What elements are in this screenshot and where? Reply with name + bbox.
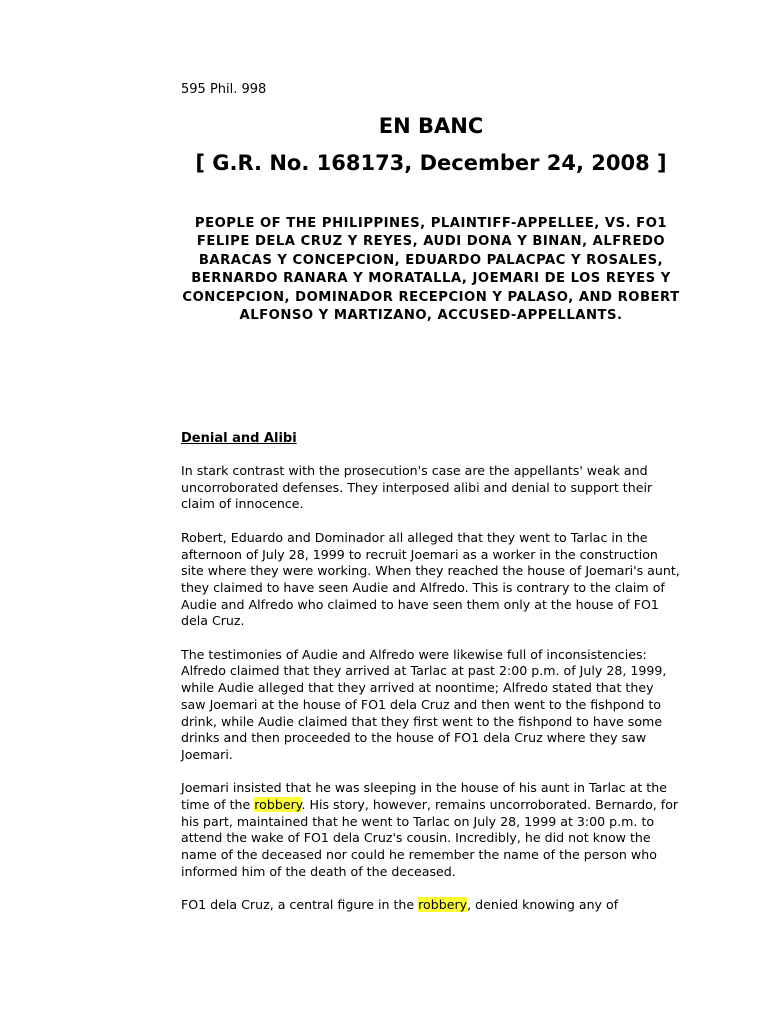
paragraph-text: FO1 dela Cruz, a central figure in the [181, 897, 419, 913]
paragraph [181, 780, 681, 880]
case-number: [ G.R. No. 168173, December 24, 2008 ] [195, 151, 667, 175]
search-highlight: robbery [254, 797, 302, 813]
paragraph: In stark contrast with the prosecution's case are the appellants' weak and uncorroborated defenses. They interposed alibi and denial to support their claim of innocence. [181, 463, 653, 512]
section-heading: Denial and Alibi [181, 431, 297, 446]
court-heading: EN BANC [378, 114, 484, 138]
citation: 595 Phil. 998 [181, 82, 267, 97]
paragraph: Robert, Eduardo and Dominador all alleged that they went to Tarlac in the afternoon of July 28, 1999 to recruit Joemari as a worker in the construction site where they were working. When they reached the house of Joemari's aunt, they claimed to have seen Audie and Alfredo. This is contrary to the claim of Audie and Alfredo who claimed to have seen them only at the house of FO1 dela Cruz. [181, 529, 680, 629]
paragraph-text: . His story, however, remains uncorroborated. Bernardo, for his part, maintained that he went to Tarlac on July 28, 1999 at 3:00 p.m. to attend the wake of FO1 dela Cruz's cousin. Incredibly, he did not know the name of the deceased nor could he remember the name of the person who informed him of the death of the deceased. [181, 797, 679, 879]
search-highlight: robbery [418, 897, 468, 913]
body-text [181, 463, 681, 931]
case-parties: PEOPLE OF THE PHILIPPINES, PLAINTIFF-APPELLEE, VS. FO1 FELIPE DELA CRUZ Y REYES, AUDI DONA Y BINAN, ALFREDO BARACAS Y CONCEPCION, EDUARDO PALACPAC Y ROSALES, BERNARDO RANARA Y MORATALLA, JOEMARI DE LOS REYES Y CONCEPCION, DOMINADOR RECEPCION Y PALASO, AND ROBERT ALFONSO Y MARTIZANO, ACCUSED-APPELLANTS. [182, 216, 680, 324]
paragraph-text: , denied knowing any of [467, 897, 619, 913]
paragraph-text: Joemari insisted that he was sleeping in the house of his aunt in Tarlac at the time of the [181, 780, 667, 813]
paragraph: The testimonies of Audie and Alfredo were likewise full of inconsistencies: Alfredo claimed that they arrived at Tarlac at past 2:00 p.m. of July 28, 1999, while Audie alleged that they arrived at noontime; Alfredo stated that they saw Joemari at the house of FO1 dela Cruz and then went to the fishpond to drink, while Audie claimed that they first went to the fishpond to have some drinks and then proceeded to the house of FO1 dela Cruz where they saw Joemari. [181, 646, 667, 762]
paragraph [181, 897, 681, 914]
